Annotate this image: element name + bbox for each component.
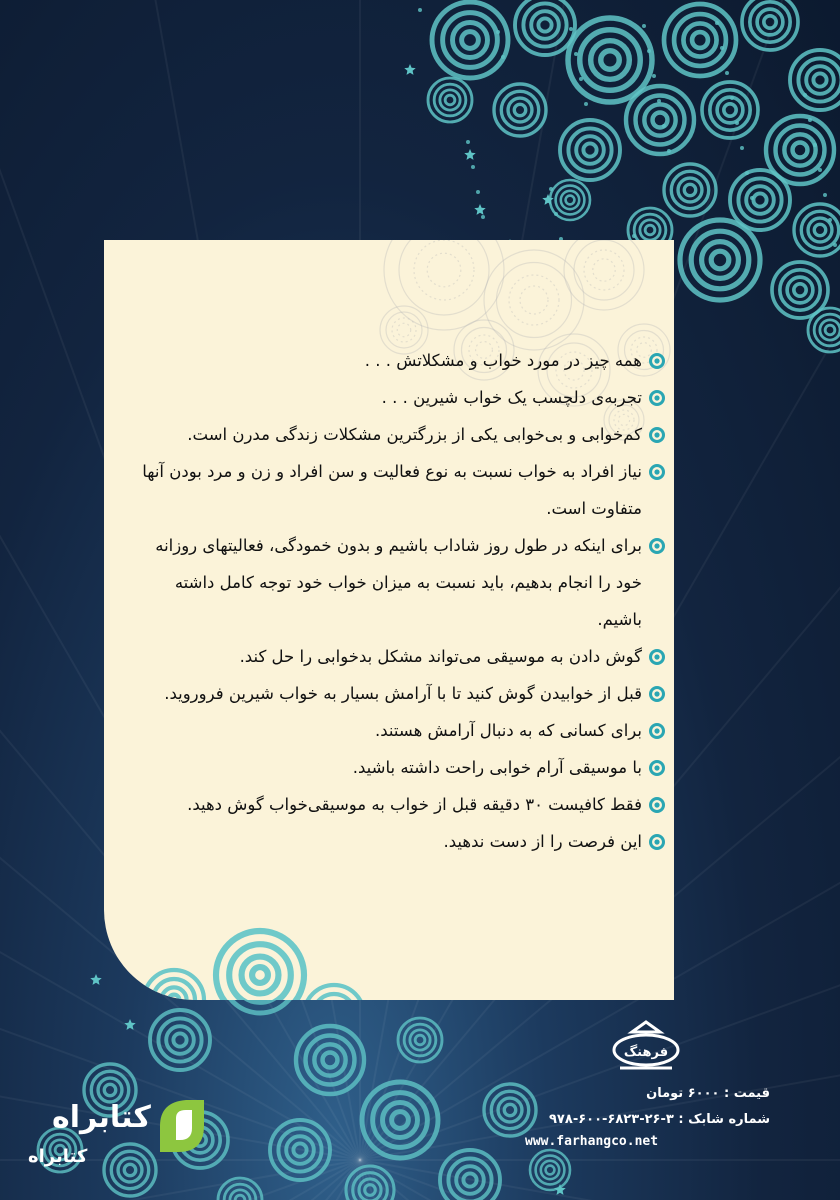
bullet-text: کم‌خوابی و بی‌خوابی یکی از بزرگترین مشکلات زندگی مدرن است. — [187, 425, 642, 444]
ring-cluster — [428, 78, 472, 122]
star-icon — [542, 194, 553, 205]
list-item — [126, 527, 666, 638]
sparkle-dot — [647, 49, 651, 53]
ring — [514, 104, 525, 115]
ring — [410, 1030, 430, 1050]
bullet-text: نیاز افراد به خواب نسبت به نوع فعالیت و سن افراد و زن و مرد بودن آنها متفاوت است. — [142, 462, 642, 518]
sparkle-dot — [579, 77, 583, 81]
ring — [313, 994, 355, 1000]
faint-ring — [397, 323, 410, 336]
list-item — [126, 823, 666, 860]
ring — [711, 251, 729, 269]
watermark-text-large: کتابراه — [52, 1100, 151, 1135]
star-icon — [124, 1019, 135, 1030]
ring — [576, 136, 604, 164]
ring-cluster — [218, 1178, 262, 1200]
star-icon — [474, 204, 485, 215]
star-icon — [404, 64, 415, 75]
ring-cluster — [702, 82, 758, 138]
bullet-list — [126, 342, 666, 860]
ring — [808, 218, 832, 242]
star-icon — [90, 974, 101, 985]
faint-ring — [574, 240, 634, 300]
ring-cluster — [742, 0, 798, 50]
ring — [566, 196, 575, 205]
ring — [166, 1026, 194, 1054]
bullet-text: با موسیقی آرام خوابی راحت داشته باشید. — [352, 758, 642, 777]
sparkle-dot — [554, 212, 558, 216]
ring — [440, 90, 460, 110]
ring — [717, 97, 743, 123]
isbn-label: شماره شابک : ۳-۲۶-۶۸۲۳-۶۰۰-۹۷۸ — [549, 1112, 770, 1127]
bullet-text: برای اینکه در طول روز شاداب باشیم و بدون خمودگی، فعالیتهای روزانه خود را انجام بدهیم، باید نسبت به میزان خواب خود توجه کامل داشته باشیم. — [155, 536, 642, 629]
ring-cluster — [664, 4, 736, 76]
bullet-text: برای کسانی که به دنبال آرامش هستند. — [375, 721, 642, 740]
ring-cluster — [494, 84, 546, 136]
ring — [286, 1136, 314, 1164]
bullet-circle-icon — [648, 722, 666, 740]
panel-corner-rings — [144, 931, 364, 1000]
faint-ring — [392, 318, 416, 342]
faint-ring — [399, 240, 489, 315]
ring-cluster — [808, 308, 840, 352]
price-label: قیمت : ۶۰۰۰ تومان — [646, 1086, 770, 1101]
sparkle-dot — [549, 187, 553, 191]
faint-ring — [593, 259, 615, 281]
ring — [753, 193, 766, 206]
ring — [392, 1112, 409, 1129]
bullet-circle-icon — [648, 648, 666, 666]
ring — [683, 23, 716, 56]
faint-ring — [414, 240, 474, 300]
ring — [591, 41, 630, 80]
ring — [787, 277, 813, 303]
ketabrah-watermark — [8, 1090, 208, 1190]
ring-cluster — [398, 1018, 442, 1062]
ring — [692, 32, 708, 48]
faint-ring — [427, 253, 461, 287]
bullet-circle-icon — [648, 463, 666, 481]
sparkle-dot — [667, 149, 671, 153]
bullet-circle-icon — [648, 796, 666, 814]
ring — [645, 225, 655, 235]
ring-cluster — [568, 18, 652, 102]
ring — [153, 979, 195, 1000]
ring — [813, 73, 826, 86]
sparkle-dot — [715, 21, 719, 25]
ring — [794, 284, 806, 296]
sparkle-dot — [730, 96, 734, 100]
ring — [644, 104, 675, 135]
ring — [538, 18, 551, 31]
bullet-circle-icon — [648, 685, 666, 703]
faint-ring — [520, 286, 548, 314]
sparkle-dot — [657, 99, 661, 103]
ring-cluster — [730, 170, 790, 230]
ring — [793, 143, 808, 158]
sparkle-dot — [735, 121, 739, 125]
sparkle-dot — [584, 102, 588, 106]
website-url: www.farhangco.net — [525, 1134, 659, 1149]
bullet-circle-icon — [648, 759, 666, 777]
list-item — [126, 712, 666, 749]
ring — [724, 104, 736, 116]
ring-cluster — [432, 2, 508, 78]
faint-ring — [584, 250, 624, 290]
sparkle-dot — [818, 168, 822, 172]
sparkle-dot — [642, 24, 646, 28]
ring — [546, 1166, 555, 1175]
ring-cluster — [270, 1120, 330, 1180]
sparkle-dot — [652, 74, 656, 78]
sparkle-dot — [803, 93, 807, 97]
ring — [746, 186, 774, 214]
ring — [365, 1185, 376, 1196]
ring — [359, 1179, 381, 1200]
sparkle-dot — [466, 140, 470, 144]
ring — [764, 16, 776, 28]
bullet-circle-icon — [648, 426, 666, 444]
ring — [640, 220, 660, 240]
sparkle-dot — [418, 8, 422, 12]
faint-ring-cluster — [484, 250, 584, 350]
list-item — [126, 379, 666, 416]
ring — [583, 143, 596, 156]
ring — [242, 957, 279, 994]
sparkle-dot — [725, 71, 729, 75]
ring — [678, 178, 702, 202]
ring — [323, 1053, 338, 1068]
sparkle-dot — [471, 165, 475, 169]
faint-ring — [484, 250, 584, 350]
list-item — [126, 638, 666, 675]
faint-ring-cluster — [564, 240, 644, 310]
ring-cluster — [346, 1166, 394, 1200]
ring-cluster — [794, 204, 840, 256]
ring — [453, 23, 488, 58]
sparkle-dot — [632, 234, 636, 238]
bullet-text: این فرصت را از دست ندهید. — [443, 832, 642, 851]
sparkle-dot — [476, 190, 480, 194]
bullet-text: گوش دادن به موسیقی می‌تواند مشکل بدخوابی را حل کند. — [239, 647, 642, 666]
list-item — [126, 749, 666, 786]
ring — [541, 1161, 559, 1179]
ring — [383, 1103, 418, 1138]
ring — [314, 1044, 345, 1075]
ring — [508, 98, 532, 122]
list-item — [126, 453, 666, 527]
sparkle-dot — [745, 171, 749, 175]
sparkle-dot — [828, 218, 832, 222]
publisher-logo — [610, 1018, 682, 1074]
ring — [293, 1143, 306, 1156]
ring — [806, 66, 834, 94]
sparkle-dot — [501, 55, 505, 59]
faint-ring — [497, 263, 572, 338]
ring — [757, 9, 783, 35]
ring-cluster — [664, 164, 716, 216]
ring-cluster — [150, 1010, 210, 1070]
ring-cluster — [560, 120, 620, 180]
sparkle-dot — [569, 27, 573, 31]
ring — [531, 11, 559, 39]
ring-cluster — [515, 0, 575, 55]
sparkle-dot — [833, 243, 837, 247]
bullet-text: تجربه‌ی دلچسب یک خواب شیرین . . . — [381, 388, 642, 407]
watermark-text-small: کتابراه — [28, 1146, 88, 1167]
list-item — [126, 342, 666, 379]
bullet-circle-icon — [648, 537, 666, 555]
star-icon — [464, 149, 475, 160]
bullet-circle-icon — [648, 389, 666, 407]
ring-cluster — [790, 50, 840, 110]
ring-cluster — [680, 220, 760, 300]
ring — [445, 95, 455, 105]
ring-cluster — [362, 1082, 438, 1158]
ring — [463, 1173, 476, 1186]
ring — [684, 184, 695, 195]
sparkle-dot — [496, 30, 500, 34]
ring — [252, 967, 268, 983]
ring — [415, 1035, 425, 1045]
text-panel — [104, 240, 674, 1000]
ring — [169, 995, 180, 1000]
sparkle-dot — [808, 118, 812, 122]
list-item — [126, 416, 666, 453]
bullet-circle-icon — [648, 352, 666, 370]
sparkle-dot — [750, 196, 754, 200]
publisher-footer — [460, 1010, 800, 1160]
sparkle-dot — [823, 193, 827, 197]
bullet-text: فقط کافیست ۳۰ دقیقه قبل از خواب به موسیقی‌خواب گوش دهید. — [187, 795, 642, 814]
bullet-text: همه چیز در مورد خواب و مشکلاتش . . . — [364, 351, 642, 370]
sparkle-dot — [662, 124, 666, 128]
sparkle-dot — [740, 146, 744, 150]
sparkle-dot — [481, 215, 485, 219]
list-item — [126, 675, 666, 712]
ring-cluster — [626, 86, 694, 154]
ring — [820, 320, 840, 340]
list-item — [126, 786, 666, 823]
svg-text:فرهنگ: فرهنگ — [623, 1045, 669, 1060]
ring — [784, 134, 815, 165]
sparkle-dot — [813, 143, 817, 147]
bullet-circle-icon — [648, 833, 666, 851]
ring — [825, 325, 835, 335]
sparkle-dot — [574, 52, 578, 56]
ring — [235, 1195, 245, 1200]
ring — [462, 32, 479, 49]
sparkle-dot — [720, 46, 724, 50]
ring — [173, 1033, 186, 1046]
ring — [456, 1166, 484, 1194]
ring — [561, 191, 579, 209]
ring — [702, 242, 739, 279]
ring — [814, 224, 825, 235]
bullet-text: قبل از خوابیدن گوش کنید تا با آرامش بسیار به خواب شیرین فروروید. — [164, 684, 642, 703]
faint-ring — [509, 275, 559, 325]
ring-cluster — [296, 1026, 364, 1094]
ring — [601, 51, 619, 69]
ketabrah-logo-icon — [156, 1096, 208, 1156]
